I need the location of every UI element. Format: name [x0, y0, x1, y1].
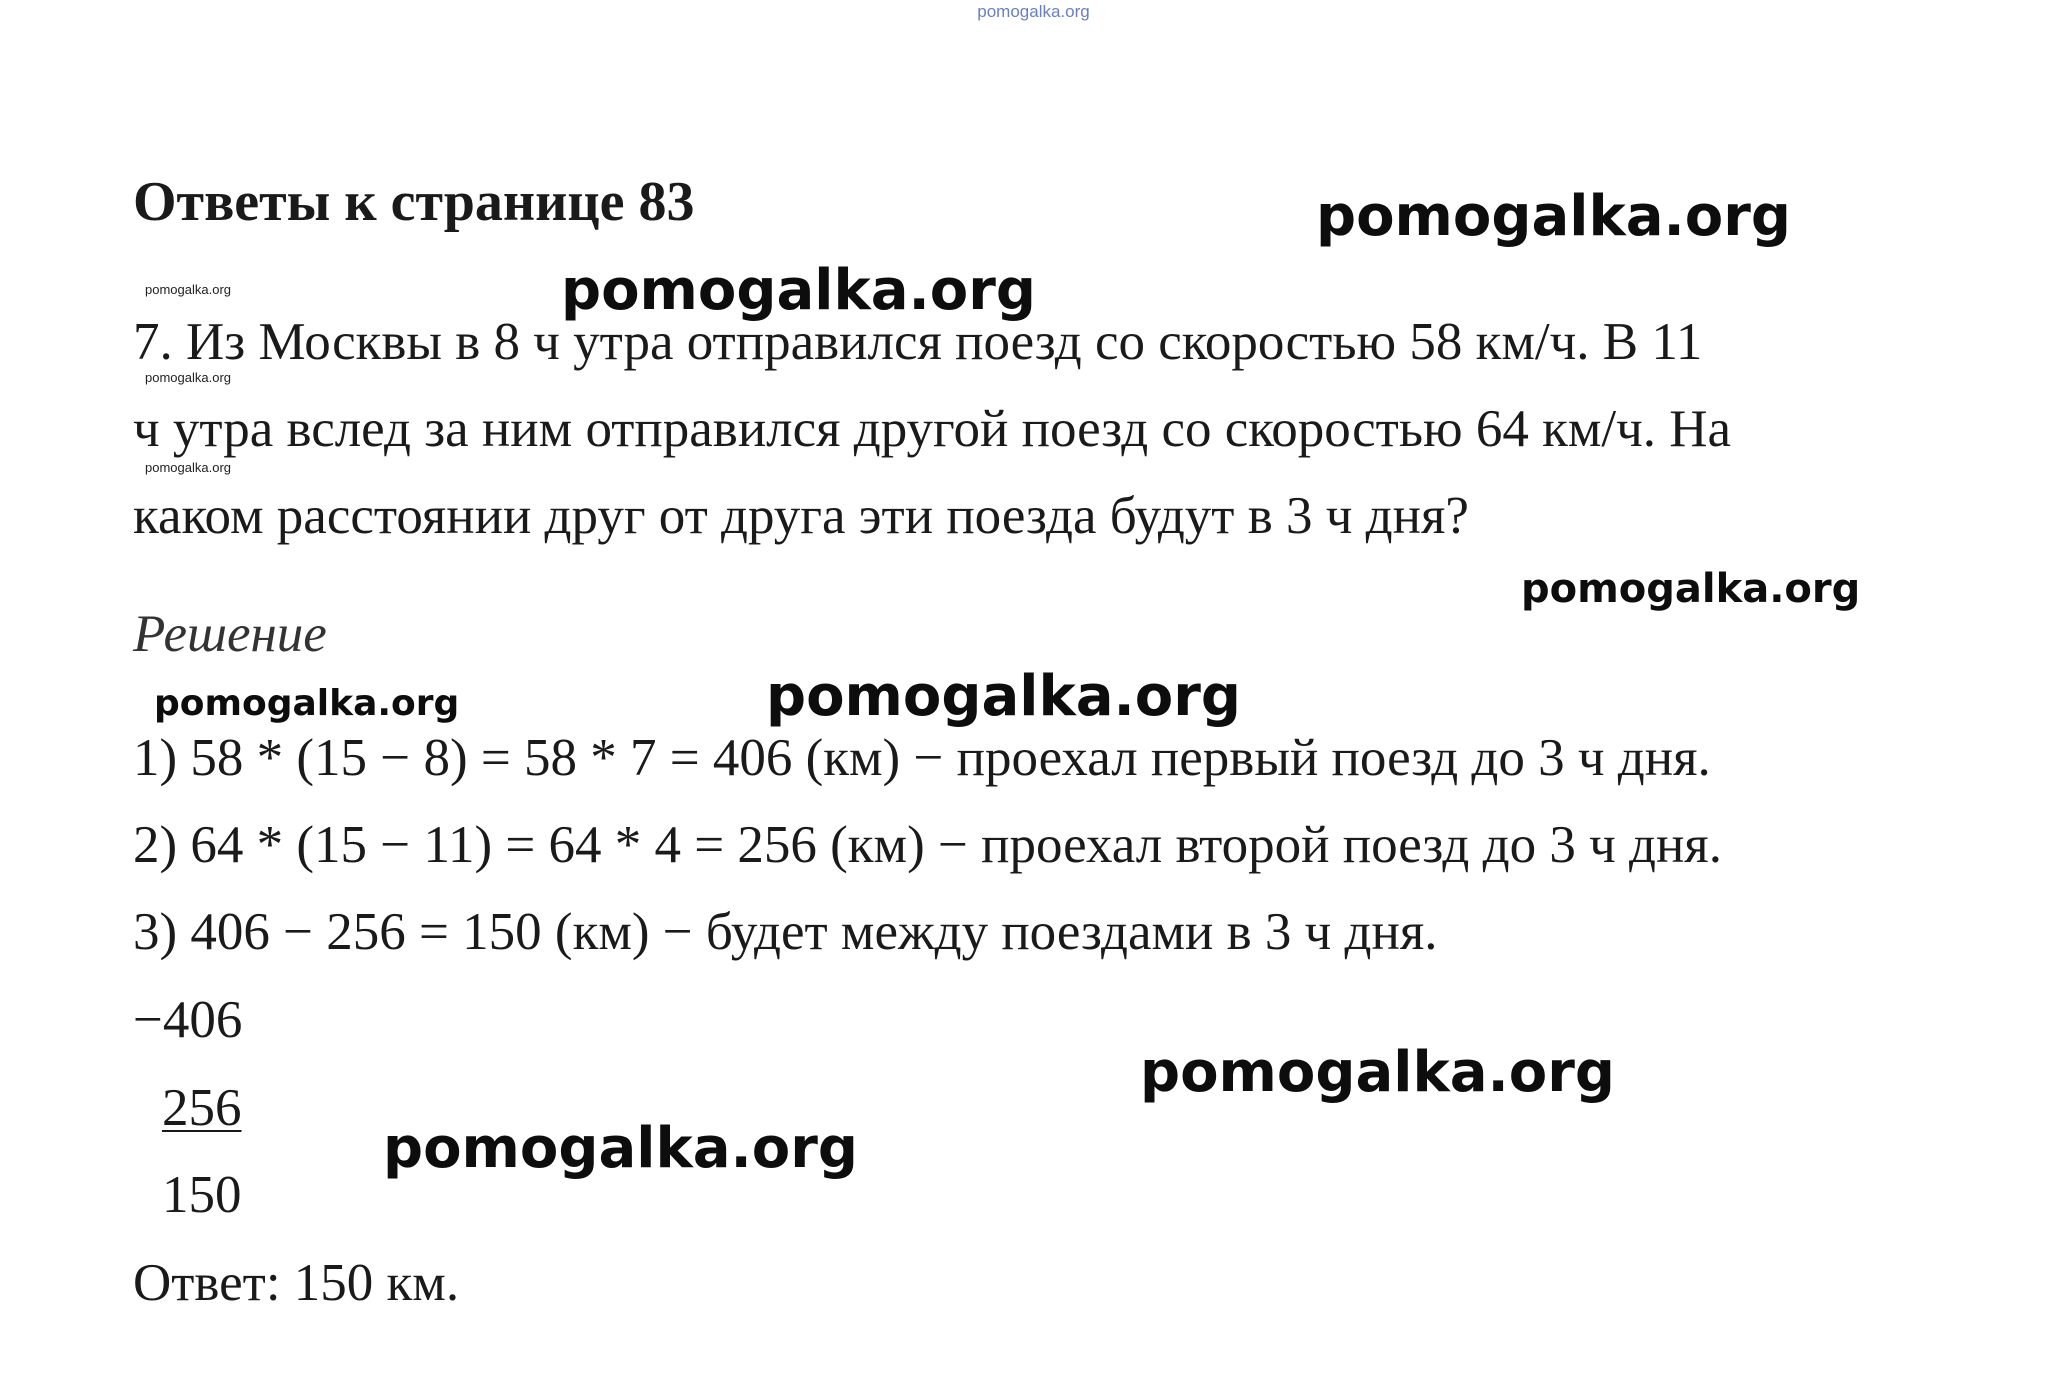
watermark: pomogalka.org	[1316, 184, 1791, 249]
watermark-small: pomogalka.org	[145, 460, 231, 475]
watermark: pomogalka.org	[383, 1116, 858, 1181]
problem-line-2: ч утра вслед за ним отправился другой поезд со скоростью 64 км/ч. На	[133, 400, 1732, 458]
watermark: pomogalka.org	[1140, 1040, 1615, 1105]
watermark: pomogalka.org	[1521, 566, 1861, 612]
watermark-small: pomogalka.org	[145, 370, 231, 385]
solution-step-3: 3) 406 − 256 = 150 (км) − будет между поездами в 3 ч дня.	[133, 903, 1438, 961]
solution-label: Решение	[133, 605, 327, 663]
column-subtrahend: 256	[162, 1079, 242, 1137]
solution-step-1: 1) 58 * (15 − 8) = 58 * 7 = 406 (км) − проехал первый поезд до 3 ч дня.	[133, 729, 1711, 787]
solution-step-2: 2) 64 * (15 − 11) = 64 * 4 = 256 (км) − проехал второй поезд до 3 ч дня.	[133, 816, 1722, 874]
problem-line-1: 7. Из Москвы в 8 ч утра отправился поезд со скоростью 58 км/ч. В 11	[133, 313, 1703, 371]
watermark-small: pomogalka.org	[145, 282, 231, 297]
problem-line-3: каком расстоянии друг от друга эти поезда будут в 3 ч дня?	[133, 487, 1469, 545]
watermark: pomogalka.org	[561, 258, 1036, 323]
column-minuend: −406	[133, 991, 243, 1049]
watermark: pomogalka.org	[154, 683, 460, 724]
answer: Ответ: 150 км.	[133, 1254, 460, 1312]
column-result: 150	[162, 1166, 242, 1224]
top-watermark: pomogalka.org	[977, 2, 1090, 21]
page-title: Ответы к странице 83	[133, 171, 695, 233]
watermark: pomogalka.org	[766, 664, 1241, 729]
